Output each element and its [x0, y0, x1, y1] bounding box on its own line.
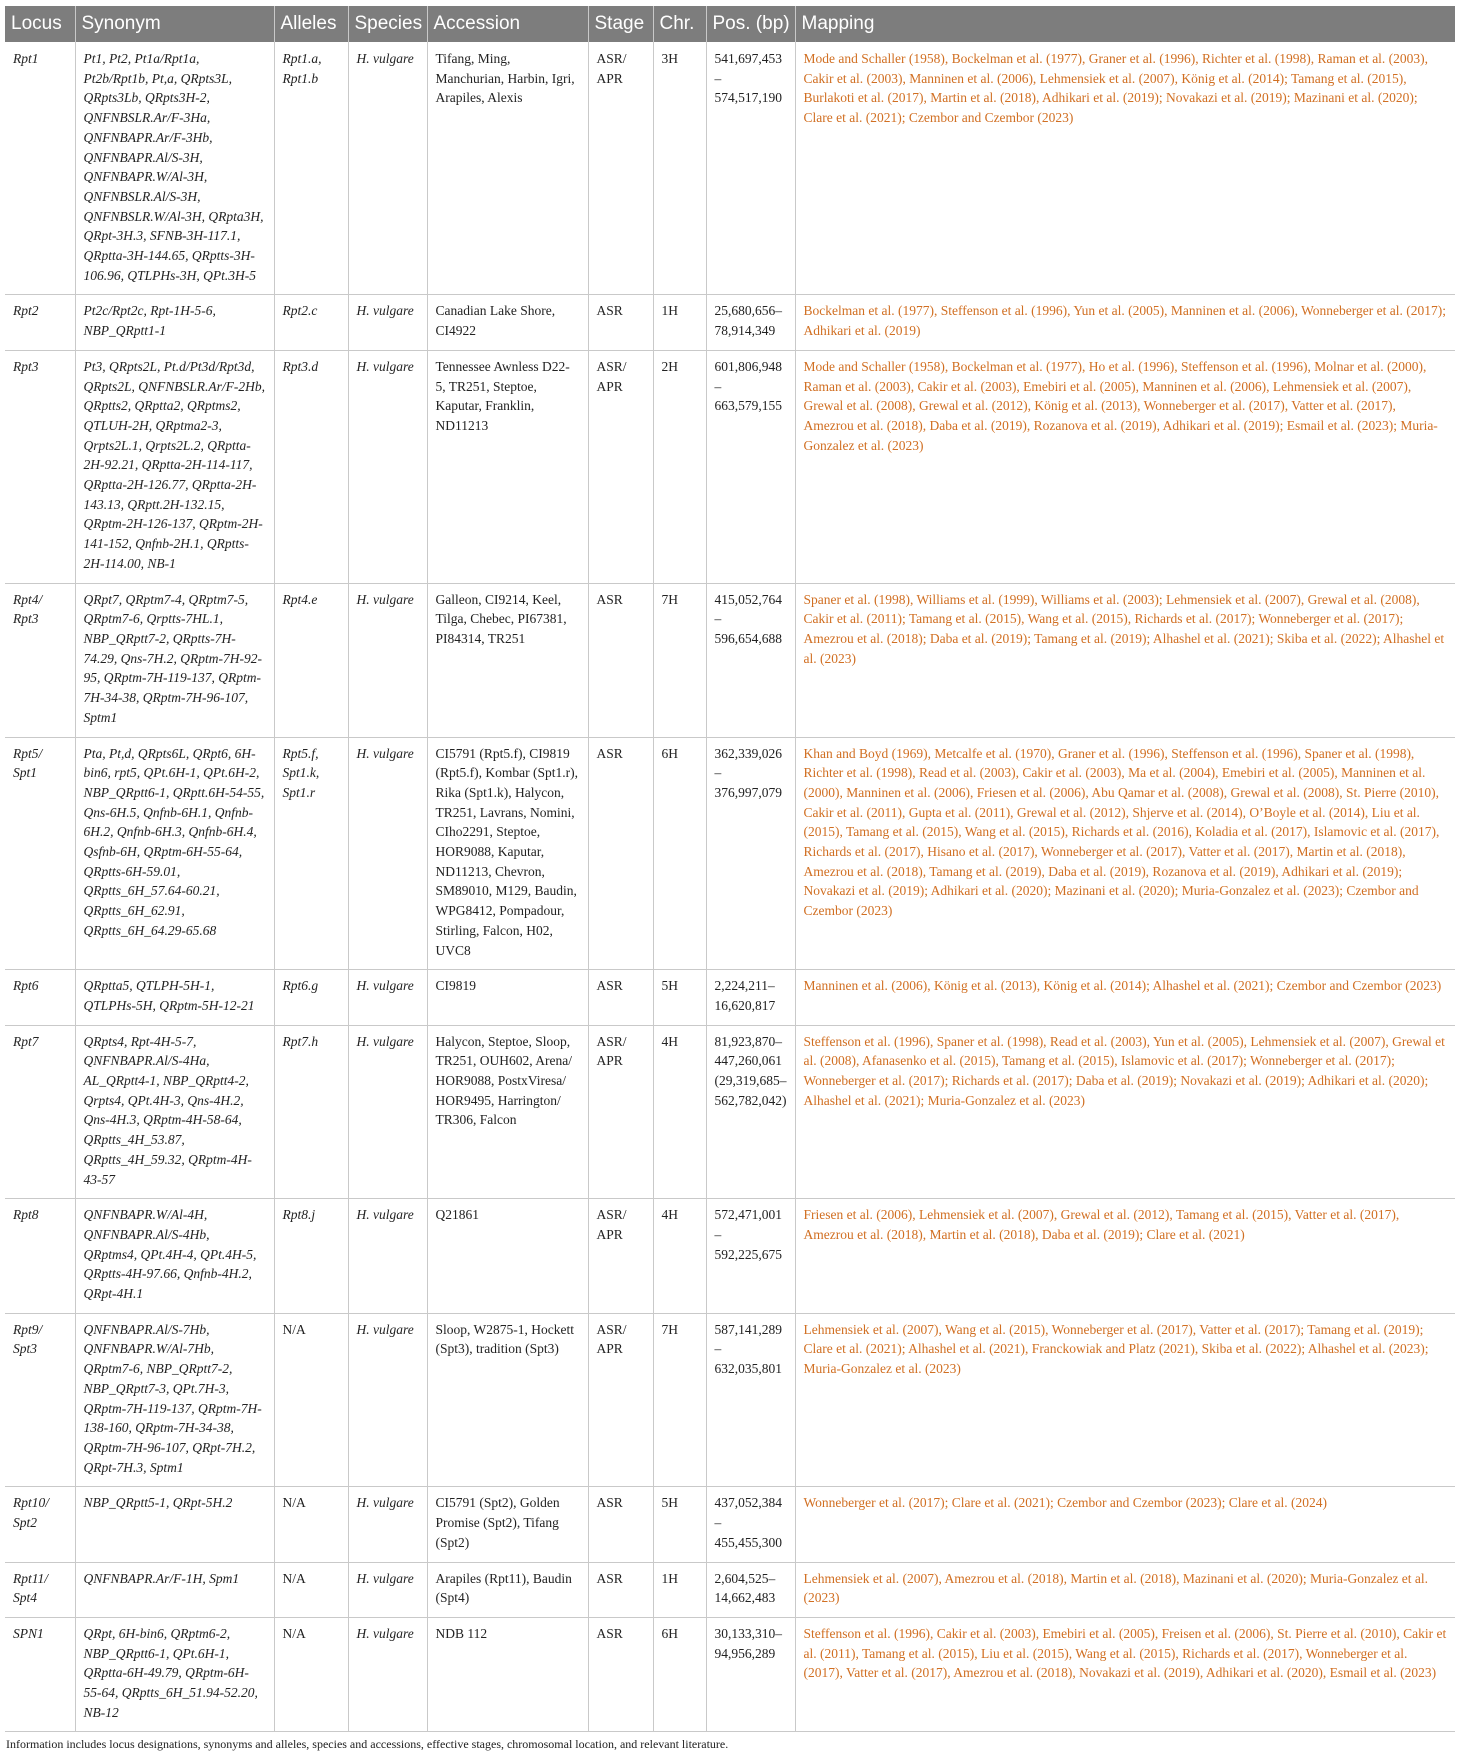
alleles-cell: N/A	[274, 1562, 348, 1617]
table-row	[5, 737, 1455, 970]
pos-cell: 81,923,870–447,260,061 (29,319,685–562,782,042)	[706, 1025, 795, 1199]
synonym-cell: Pt1, Pt2, Pt1a/Rpt1a, Pt2b/Rpt1b, Pt,a, QRpts3L, QRpts3Lb, QRpts3H-2, QNFNBSLR.Ar/F-3Ha, QNFNBAPR.Ar/F-3Hb, QNFNBAPR.Al/S-3H, QNFNBAPR.W/Al-3H, QNFNBSLR.Al/S-3H, QNFNBSLR.W/Al-3H, QRpta3H, QRpt-3H.3, SFNB-3H-117.1, QRptta-3H-144.65, QRptts-3H-106.96, QTLPHs-3H, QPt.3H-5	[75, 42, 274, 295]
table-row	[5, 1617, 1455, 1732]
synonym-cell: QNFNBAPR.Ar/F-1H, Spm1	[75, 1562, 274, 1617]
table-row	[5, 42, 1455, 295]
stage-cell: ASR	[588, 295, 653, 350]
alleles-cell: Rpt5.f, Spt1.k, Spt1.r	[274, 737, 348, 970]
stage-cell: ASR	[588, 1562, 653, 1617]
stage-cell: ASR	[588, 583, 653, 737]
mapping-cell[interactable]: Mode and Schaller (1958), Bockelman et al. (1977), Graner et al. (1996), Richter et al. (1998), Raman et al. (2003), Cakir et al. (2003), Manninen et al. (2006), Lehmensiek et al. (2007), König et al. (2014); Tamang et al. (2015), Burlakoti et al. (2017), Martin et al. (2018), Adhikari et al. (2019); Novakazi et al. (2019); Mazinani et al. (2020); Clare et al. (2021); Czembor and Czembor (2023)	[795, 42, 1455, 295]
accession-cell: Galleon, CI9214, Keel, Tilga, Chebec, PI67381, PI84314, TR251	[427, 583, 588, 737]
pos-cell: 541,697,453–574,517,190	[706, 42, 795, 295]
alleles-cell: N/A	[274, 1487, 348, 1562]
chr-cell: 4H	[653, 1025, 706, 1199]
accession-cell: Canadian Lake Shore, CI4922	[427, 295, 588, 350]
synonym-cell: Pt2c/Rpt2c, Rpt-1H-5-6, NBP_QRptt1-1	[75, 295, 274, 350]
locus-cell: Rpt2	[5, 295, 75, 350]
stage-cell: ASR/ APR	[588, 1199, 653, 1314]
chr-cell: 5H	[653, 1487, 706, 1562]
species-cell: H. vulgare	[348, 350, 427, 583]
species-cell: H. vulgare	[348, 295, 427, 350]
header-pos[interactable]: Pos. (bp)	[706, 6, 795, 42]
table-row	[5, 1025, 1455, 1199]
alleles-cell: Rpt6.g	[274, 970, 348, 1025]
alleles-cell: N/A	[274, 1313, 348, 1487]
table-row	[5, 350, 1455, 583]
alleles-cell: Rpt4.e	[274, 583, 348, 737]
pos-cell: 587,141,289–632,035,801	[706, 1313, 795, 1487]
accession-cell: CI5791 (Spt2), Golden Promise (Spt2), Tifang (Spt2)	[427, 1487, 588, 1562]
header-species[interactable]: Species	[348, 6, 427, 42]
header-alleles[interactable]: Alleles	[274, 6, 348, 42]
locus-cell: Rpt11/ Spt4	[5, 1562, 75, 1617]
mapping-cell[interactable]: Steffenson et al. (1996), Cakir et al. (2003), Emebiri et al. (2005), Freisen et al. (2006), St. Pierre et al. (2010), Cakir et al. (2011), Tamang et al. (2015), Liu et al. (2015), Wang et al. (2015), Richards et al. (2017), Wonneberger et al. (2017), Vatter et al. (2017), Amezrou et al. (2018), Novakazi et al. (2019), Adhikari et al. (2020), Esmail et al. (2023)	[795, 1617, 1455, 1732]
resistance-loci-table	[5, 6, 1455, 1732]
synonym-cell: Pta, Pt,d, QRpts6L, QRpt6, 6H-bin6, rpt5, QPt.6H-1, QPt.6H-2, NBP_QRptt6-1, QRptt.6H-54-55, Qns-6H.5, Qnfnb-6H.1, Qnfnb-6H.2, Qnfnb-6H.3, Qnfnb-6H.4, Qsfnb-6H, QRptm-6H-55-64, QRptts-6H-59.01, QRptts_6H_57.64-60.21, QRptts_6H_62.91, QRptts_6H_64.29-65.68	[75, 737, 274, 970]
pos-cell: 25,680,656–78,914,349	[706, 295, 795, 350]
accession-cell: Arapiles (Rpt11), Baudin (Spt4)	[427, 1562, 588, 1617]
species-cell: H. vulgare	[348, 1025, 427, 1199]
mapping-cell[interactable]: Mode and Schaller (1958), Bockelman et al. (1977), Ho et al. (1996), Steffenson et al. (1996), Molnar et al. (2000), Raman et al. (2003), Cakir et al. (2003), Emebiri et al. (2005), Manninen et al. (2006), Lehmensiek et al. (2007), Grewal et al. (2008), Grewal et al. (2012), König et al. (2013), Wonneberger et al. (2017), Vatter et al. (2017), Amezrou et al. (2018), Daba et al. (2019), Rozanova et al. (2019), Adhikari et al. (2019); Esmail et al. (2023); Muria-Gonzalez et al. (2023)	[795, 350, 1455, 583]
stage-cell: ASR	[588, 970, 653, 1025]
mapping-cell[interactable]: Lehmensiek et al. (2007), Amezrou et al. (2018), Martin et al. (2018), Mazinani et al. (2020); Muria-Gonzalez et al. (2023)	[795, 1562, 1455, 1617]
species-cell: H. vulgare	[348, 1199, 427, 1314]
species-cell: H. vulgare	[348, 1617, 427, 1732]
table-row	[5, 1562, 1455, 1617]
synonym-cell: QNFNBAPR.Al/S-7Hb, QNFNBAPR.W/Al-7Hb, QRptm7-6, NBP_QRptt7-2, NBP_QRptt7-3, QPt.7H-3, QRptm-7H-119-137, QRptm-7H-138-160, QRptm-7H-34-38, QRptm-7H-96-107, QRpt-7H.2, QRpt-7H.3, Sptm1	[75, 1313, 274, 1487]
accession-cell: Tennessee Awnless D22-5, TR251, Steptoe, Kaputar, Franklin, ND11213	[427, 350, 588, 583]
locus-cell: Rpt10/ Spt2	[5, 1487, 75, 1562]
synonym-cell: QNFNBAPR.W/Al-4H, QNFNBAPR.Al/S-4Hb, QRptms4, QPt.4H-4, QPt.4H-5, QRptts-4H-97.66, Qnfnb-4H.2, QRpt-4H.1	[75, 1199, 274, 1314]
pos-cell: 601,806,948–663,579,155	[706, 350, 795, 583]
accession-cell: Sloop, W2875-1, Hockett (Spt3), tradition (Spt3)	[427, 1313, 588, 1487]
mapping-cell[interactable]: Wonneberger et al. (2017); Clare et al. (2021); Czembor and Czembor (2023); Clare et al. (2024)	[795, 1487, 1455, 1562]
synonym-cell: QRptta5, QTLPH-5H-1, QTLPHs-5H, QRptm-5H-12-21	[75, 970, 274, 1025]
header-row	[5, 6, 1455, 42]
pos-cell: 2,224,211–16,620,817	[706, 970, 795, 1025]
locus-cell: Rpt6	[5, 970, 75, 1025]
locus-cell: SPN1	[5, 1617, 75, 1732]
table-row	[5, 295, 1455, 350]
alleles-cell: Rpt3.d	[274, 350, 348, 583]
locus-cell: Rpt7	[5, 1025, 75, 1199]
chr-cell: 7H	[653, 1313, 706, 1487]
pos-cell: 2,604,525–14,662,483	[706, 1562, 795, 1617]
alleles-cell: Rpt8.j	[274, 1199, 348, 1314]
table-row	[5, 970, 1455, 1025]
alleles-cell: Rpt1.a, Rpt1.b	[274, 42, 348, 295]
pos-cell: 437,052,384–455,455,300	[706, 1487, 795, 1562]
species-cell: H. vulgare	[348, 970, 427, 1025]
stage-cell: ASR/ APR	[588, 350, 653, 583]
accession-cell: CI5791 (Rpt5.f), CI9819 (Rpt5.f), Kombar (Spt1.r), Rika (Spt1.k), Halycon, TR251, Lavrans, Nomini, CIho2291, Steptoe, HOR9088, Kaputar, ND11213, Chevron, SM89010, M129, Baudin, WPG8412, Pompadour, Stirling, Falcon, H02, UVC8	[427, 737, 588, 970]
synonym-cell: QRpt, 6H-bin6, QRptm6-2, NBP_QRptt6-1, QPt.6H-1, QRptta-6H-49.79, QRptm-6H-55-64, QRptts_6H_51.94-52.20, NB-12	[75, 1617, 274, 1732]
header-chr[interactable]: Chr.	[653, 6, 706, 42]
mapping-cell[interactable]: Spaner et al. (1998), Williams et al. (1999), Williams et al. (2003); Lehmensiek et al. (2007), Grewal et al. (2008), Cakir et al. (2011); Tamang et al. (2015), Wang et al. (2015), Richards et al. (2017); Wonneberger et al. (2017); Amezrou et al. (2018); Daba et al. (2019); Tamang et al. (2019); Alhashel et al. (2021); Skiba et al. (2022); Alhashel et al. (2023)	[795, 583, 1455, 737]
accession-cell: Tifang, Ming, Manchurian, Harbin, Igri, Arapiles, Alexis	[427, 42, 588, 295]
locus-cell: Rpt9/ Spt3	[5, 1313, 75, 1487]
chr-cell: 3H	[653, 42, 706, 295]
mapping-cell[interactable]: Manninen et al. (2006), König et al. (2013), König et al. (2014); Alhashel et al. (2021); Czembor and Czembor (2023)	[795, 970, 1455, 1025]
accession-cell: CI9819	[427, 970, 588, 1025]
alleles-cell: N/A	[274, 1617, 348, 1732]
chr-cell: 6H	[653, 1617, 706, 1732]
locus-cell: Rpt3	[5, 350, 75, 583]
header-mapping[interactable]: Mapping	[795, 6, 1455, 42]
pos-cell: 30,133,310–94,956,289	[706, 1617, 795, 1732]
synonym-cell: QRpt7, QRptm7-4, QRptm7-5, QRptm7-6, Qrptts-7HL.1, NBP_QRptt7-2, QRptts-7H-74.29, Qns-7H.2, QRptm-7H-92-95, QRptm-7H-119-137, QRptm-7H-34-38, QRptm-7H-96-107, Sptm1	[75, 583, 274, 737]
locus-cell: Rpt4/ Rpt3	[5, 583, 75, 737]
stage-cell: ASR/ APR	[588, 42, 653, 295]
species-cell: H. vulgare	[348, 1562, 427, 1617]
pos-cell: 415,052,764–596,654,688	[706, 583, 795, 737]
table-row	[5, 1199, 1455, 1314]
accession-cell: Q21861	[427, 1199, 588, 1314]
species-cell: H. vulgare	[348, 737, 427, 970]
pos-cell: 572,471,001–592,225,675	[706, 1199, 795, 1314]
accession-cell: Halycon, Steptoe, Sloop, TR251, OUH602, Arena/ HOR9088, PostxViresa/ HOR9495, Harrington/ TR306, Falcon	[427, 1025, 588, 1199]
table-footnote: Information includes locus designations, synonyms and alleles, species and accessions, effective stages, chromosomal location, and relevant literature.	[6, 1737, 729, 1752]
mapping-cell[interactable]: Friesen et al. (2006), Lehmensiek et al. (2007), Grewal et al. (2012), Tamang et al. (2015), Vatter et al. (2017), Amezrou et al. (2018), Martin et al. (2018), Daba et al. (2019); Clare et al. (2021)	[795, 1199, 1455, 1314]
mapping-cell[interactable]: Bockelman et al. (1977), Steffenson et al. (1996), Yun et al. (2005), Manninen et al. (2006), Wonneberger et al. (2017); Adhikari et al. (2019)	[795, 295, 1455, 350]
stage-cell: ASR	[588, 737, 653, 970]
table-row	[5, 1487, 1455, 1562]
chr-cell: 4H	[653, 1199, 706, 1314]
synonym-cell: NBP_QRptt5-1, QRpt-5H.2	[75, 1487, 274, 1562]
species-cell: H. vulgare	[348, 1487, 427, 1562]
header-synonym[interactable]: Synonym	[75, 6, 274, 42]
species-cell: H. vulgare	[348, 1313, 427, 1487]
pos-cell: 362,339,026–376,997,079	[706, 737, 795, 970]
chr-cell: 1H	[653, 1562, 706, 1617]
table-row	[5, 1313, 1455, 1487]
synonym-cell: QRpts4, Rpt-4H-5-7, QNFNBAPR.Al/S-4Ha, AL_QRptt4-1, NBP_QRptt4-2, Qrpts4, QPt.4H-3, Qns-4H.2, Qns-4H.3, QRptm-4H-58-64, QRptts_4H_53.87, QRptts_4H_59.32, QRptm-4H-43-57	[75, 1025, 274, 1199]
chr-cell: 7H	[653, 583, 706, 737]
locus-cell: Rpt1	[5, 42, 75, 295]
chr-cell: 2H	[653, 350, 706, 583]
table-row	[5, 583, 1455, 737]
stage-cell: ASR	[588, 1617, 653, 1732]
chr-cell: 1H	[653, 295, 706, 350]
synonym-cell: Pt3, QRpts2L, Pt.d/Pt3d/Rpt3d, QRpts2L, QNFNBSLR.Ar/F-2Hb, QRptts2, QRptta2, QRptms2, QTLUH-2H, QRptma2-3, Qrpts2L.1, Qrpts2L.2, QRptta-2H-92.21, QRptta-2H-114-117, QRptta-2H-126.77, QRptta-2H-143.13, QRptt.2H-132.15, QRptm-2H-126-137, QRptm-2H-141-152, Qnfnb-2H.1, QRptts-2H-114.00, NB-1	[75, 350, 274, 583]
species-cell: H. vulgare	[348, 583, 427, 737]
species-cell: H. vulgare	[348, 42, 427, 295]
alleles-cell: Rpt7.h	[274, 1025, 348, 1199]
locus-cell: Rpt8	[5, 1199, 75, 1314]
chr-cell: 6H	[653, 737, 706, 970]
accession-cell: NDB 112	[427, 1617, 588, 1732]
stage-cell: ASR/ APR	[588, 1025, 653, 1199]
stage-cell: ASR/ APR	[588, 1313, 653, 1487]
header-accession[interactable]: Accession	[427, 6, 588, 42]
alleles-cell: Rpt2.c	[274, 295, 348, 350]
header-locus[interactable]: Locus	[5, 6, 75, 42]
mapping-cell[interactable]: Lehmensiek et al. (2007), Wang et al. (2015), Wonneberger et al. (2017), Vatter et al. (2017); Tamang et al. (2019); Clare et al. (2021); Alhashel et al. (2021), Franckowiak and Platz (2021), Skiba et al. (2022); Alhashel et al. (2023); Muria-Gonzalez et al. (2023)	[795, 1313, 1455, 1487]
locus-cell: Rpt5/ Spt1	[5, 737, 75, 970]
mapping-cell[interactable]: Steffenson et al. (1996), Spaner et al. (1998), Read et al. (2003), Yun et al. (2005), Lehmensiek et al. (2007), Grewal et al. (2008), Afanasenko et al. (2015), Tamang et al. (2015), Islamovic et al. (2017); Wonneberger et al. (2017); Wonneberger et al. (2017); Richards et al. (2017); Daba et al. (2019); Novakazi et al. (2019); Adhikari et al. (2020); Alhashel et al. (2021); Muria-Gonzalez et al. (2023)	[795, 1025, 1455, 1199]
stage-cell: ASR	[588, 1487, 653, 1562]
header-stage[interactable]: Stage	[588, 6, 653, 42]
chr-cell: 5H	[653, 970, 706, 1025]
table-container	[5, 6, 1455, 1752]
mapping-cell[interactable]: Khan and Boyd (1969), Metcalfe et al. (1970), Graner et al. (1996), Steffenson et al. (1996), Spaner et al. (1998), Richter et al. (1998), Read et al. (2003), Cakir et al. (2003), Ma et al. (2004), Emebiri et al. (2005), Manninen et al. (2000), Manninen et al. (2006), Friesen et al. (2006), Abu Qamar et al. (2008), Grewal et al. (2008), St. Pierre (2010), Cakir et al. (2011), Gupta et al. (2011), Grewal et al. (2012), Shjerve et al. (2014), O’Boyle et al. (2014), Liu et al. (2015), Tamang et al. (2015), Wang et al. (2015), Richards et al. (2016), Koladia et al. (2017), Islamovic et al. (2017), Richards et al. (2017), Hisano et al. (2017), Wonneberger et al. (2017), Vatter et al. (2017), Martin et al. (2018), Amezrou et al. (2018), Tamang et al. (2019), Daba et al. (2019), Rozanova et al. (2019), Adhikari et al. (2019); Novakazi et al. (2019); Adhikari et al. (2020); Mazinani et al. (2020); Muria-Gonzalez et al. (2023); Czembor and Czembor (2023)	[795, 737, 1455, 970]
